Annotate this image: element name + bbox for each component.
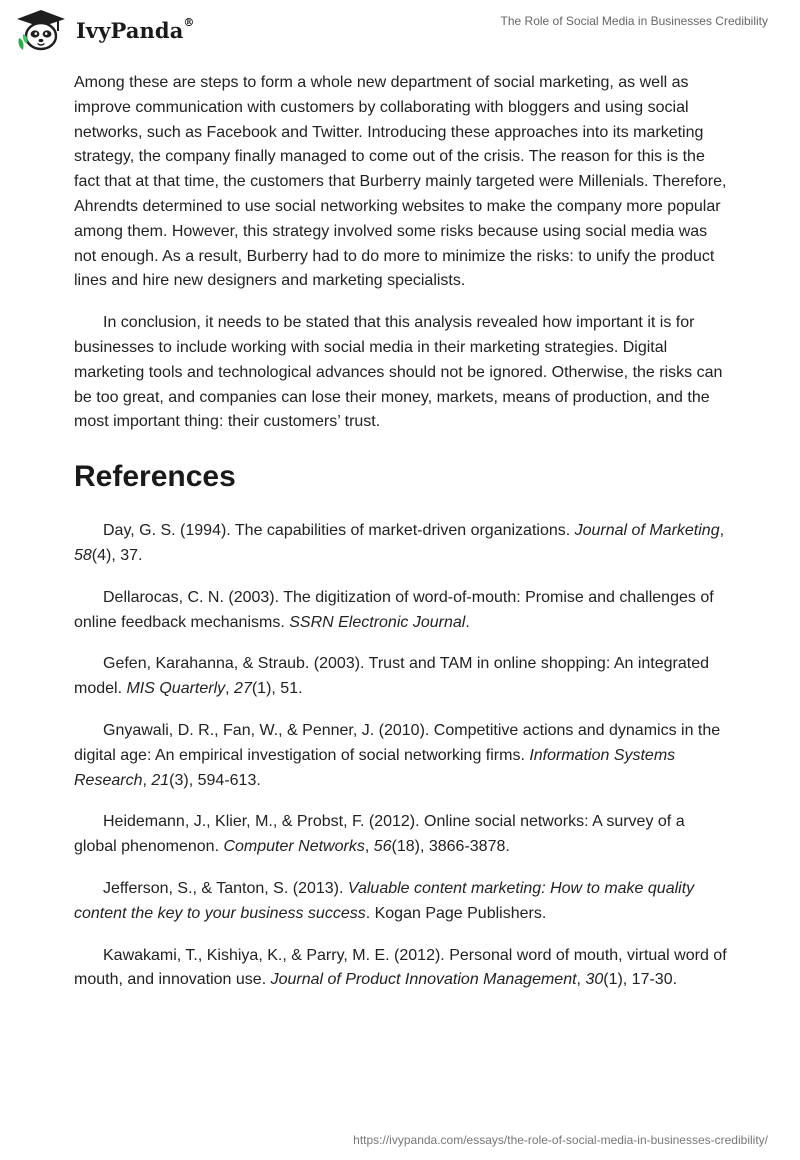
reference-item: Dellarocas, C. N. (2003). The digitization of word-of-mouth: Promise and challenges of online feedback mechanisms. SSRN Electronic Journal. — [74, 588, 714, 631]
reference-item: Heidemann, J., Klier, M., & Probst, F. (2012). Online social networks: A survey of a global phenomenon. Computer Networks, 56(18), 3866-3878. — [74, 813, 685, 856]
body-paragraph: Among these are steps to form a whole new department of social marketing, as well as improve communication with customers by collaborating with bloggers and using social networks, such as Facebook and Twitter. Introducing these approaches into its marketing strategy, the company finally managed to come out of the crisis. The reason for this is the fact that at that time, the customers that Burberry mainly targeted were Millenials. Therefore, Ahrendts determined to use social networking websites to make the company more popular among them. However, this strategy involved some risks because using social media was not enough. As a result, Burberry had to do more to minimize the risks: to unify the product lines and hire new designers and marketing specialists. — [74, 74, 727, 290]
source-url[interactable]: https://ivypanda.com/essays/the-role-of-social-media-in-businesses-credibility/ — [353, 1133, 768, 1147]
logo-wordmark: IvyPanda® — [76, 15, 195, 43]
reference-item: Kawakami, T., Kishiya, K., & Parry, M. E. (2012). Personal word of mouth, virtual word of mouth, and innovation use. Journal of Product Innovation Management, 30(1), 17-30. — [74, 946, 727, 989]
essay-content — [74, 71, 729, 1010]
references-heading: References — [74, 460, 236, 494]
reference-item: Day, G. S. (1994). The capabilities of market-driven organizations. Journal of Marketing, 58(4), 37. — [74, 522, 725, 564]
body-paragraph: In conclusion, it needs to be stated that this analysis revealed how important it is for businesses to include working with social media in their marketing strategies. Digital marketing tools and technological advances should not be ignored. Otherwise, the risks can be too great, and companies can lose their money, markets, means of production, and the most important thing: their customers’ trust. — [74, 314, 723, 431]
reference-item: Jefferson, S., & Tanton, S. (2013). Valuable content marketing: How to make quality content the key to your business success. Kogan Page Publishers. — [74, 879, 695, 922]
document-title: The Role of Social Media in Businesses Credibility — [500, 14, 768, 28]
page-header — [0, 0, 800, 64]
ivypanda-logo[interactable] — [14, 8, 195, 52]
panda-logo-icon — [14, 8, 68, 52]
reference-item: Gnyawali, D. R., Fan, W., & Penner, J. (2010). Competitive actions and dynamics in the digital age: An empirical investigation of social networking firms. Information Systems Research, 21(3), 594-613. — [74, 721, 721, 789]
reference-item: Gefen, Karahanna, & Straub. (2003). Trust and TAM in online shopping: An integrated model. MIS Quarterly, 27(1), 51. — [74, 655, 710, 698]
